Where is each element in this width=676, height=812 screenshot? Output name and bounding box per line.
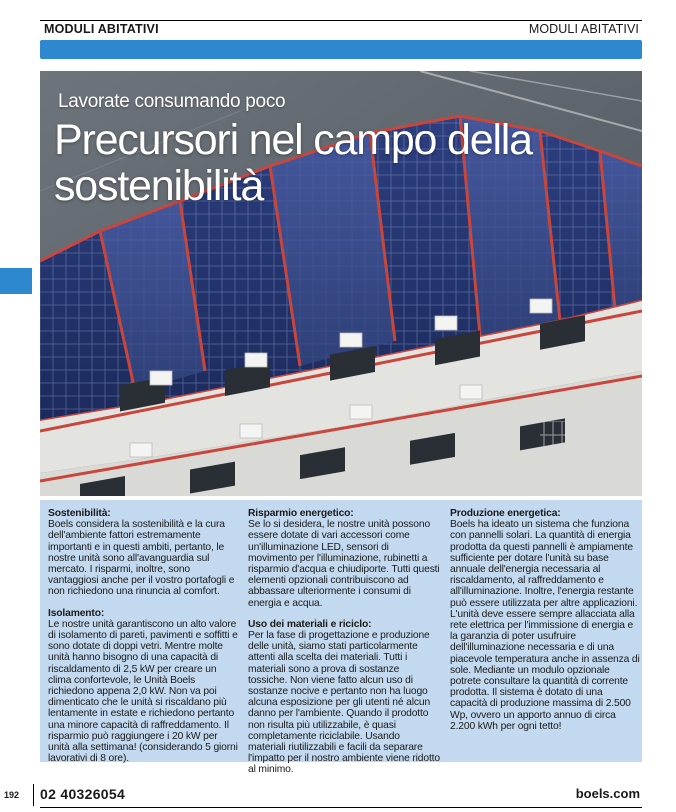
phone-number: 02 40326054	[40, 786, 126, 802]
side-tab-marker	[0, 268, 32, 294]
section-heading: Uso dei materiali e riciclo:	[248, 618, 372, 630]
header-accent-bar	[40, 40, 642, 59]
section-body: Boels considera la sostenibilità e la cura dell'ambiente fattori estremamente importanti e in questi ambiti, pertanto, le nostre unità sono all'avanguardia sul mercato. I risparmi, inoltre, sono vantaggiosi anche per il vostro portafogli e non richiedono una rinuncia al comfort.	[48, 519, 235, 598]
header-rule	[40, 20, 642, 21]
section-label-right: MODULI ABITATIVI	[528, 22, 639, 36]
section-heading: Produzione energetica:	[450, 508, 561, 519]
section-body: Per la fase di progettazione e produzione delle unità, siamo stati particolarmente attenti alla scelta dei materiali. Tutti i materiali sono a prova di sostanze tossiche. Non viene fatto alcun uso di sostanze nocive e pertanto non ha luogo alcuna esposizione per gli utenti né alcun danno per l'ambiente. Quando il prodotto non risulta più utilizzabile, è quasi completamente riciclabile. Usando materiali riutilizzabili e facili da separare l'impatto per il nostro ambiente viene ridotto al minimo.	[248, 630, 440, 776]
page-number: 192	[4, 790, 20, 800]
text-panel	[40, 500, 642, 776]
footer-rule	[40, 807, 642, 808]
section-body: Le nostre unità garantiscono un alto valore di isolamento di pareti, pavimenti e soffitti e sono dotate di doppi vetri. Mentre molte unità hanno bisogno di una capacità di riscaldamento di 2,5 kW per creare un clima confortevole, le Unità Boels richiedono appena 2,0 kW. Non va poi dimenticato che le unità si riscaldano più lentamente in estate e richiedono pertanto una minore capacità di raffreddamento. Il risparmio può raggiungere i 20 kW per unità alla settimana! (considerando 5 giorni lavorativi di 8 ore).	[48, 618, 238, 765]
page-title: Precursori nel campo della sostenibilità	[54, 116, 532, 210]
column-1	[48, 508, 240, 774]
section-body: Se lo si desidera, le nostre unità possono essere dotate di vari accessori come un'illuminazione LED, sensori di movimento per l'illuminazione, rubinetti a risparmio d'acqua e chiudiporte. Tutti questi elementi opzionali contribuiscono ad abbassare ulteriormente i consumi di energia e acqua.	[248, 519, 440, 609]
column-3	[450, 508, 642, 742]
section-body: Boels ha ideato un sistema che funziona con pannelli solari. La quantità di energia prodotta da questi pannelli è ampiamente sufficiente per dotare l'unità su base annuale dell'energia necessaria al riscaldamento, al raffreddamento e all'illuminazione. Inoltre, l'energia restante può essere utilizzata per altre applicazioni. L'unità deve essere sempre allacciata alla rete elettrica per l'immissione di energia e la garanzia di poter usufruire dell'illuminazione necessaria e di una piacevole temperatura anche in assenza di sole. Mediante un modulo opzionale potrete consultare la quantità di corrente prodotta. Il sistema è dotato di una capacità di produzione massima di 2.500 Wp, ovvero un apporto annuo di circa 2.200 kWh per ogni tetto!	[450, 519, 640, 732]
section-heading: Risparmio energetico:	[248, 508, 354, 519]
hero-subtitle: Lavorate consumando poco	[58, 91, 286, 112]
section-heading: Isolamento:	[48, 607, 105, 619]
footer-divider	[33, 784, 34, 806]
section-label: MODULI ABITATIVI	[44, 22, 159, 36]
hero-photo	[40, 71, 642, 496]
website-link[interactable]: boels.com	[575, 786, 640, 801]
section-heading: Sostenibilità:	[48, 508, 111, 519]
column-2	[248, 508, 440, 786]
